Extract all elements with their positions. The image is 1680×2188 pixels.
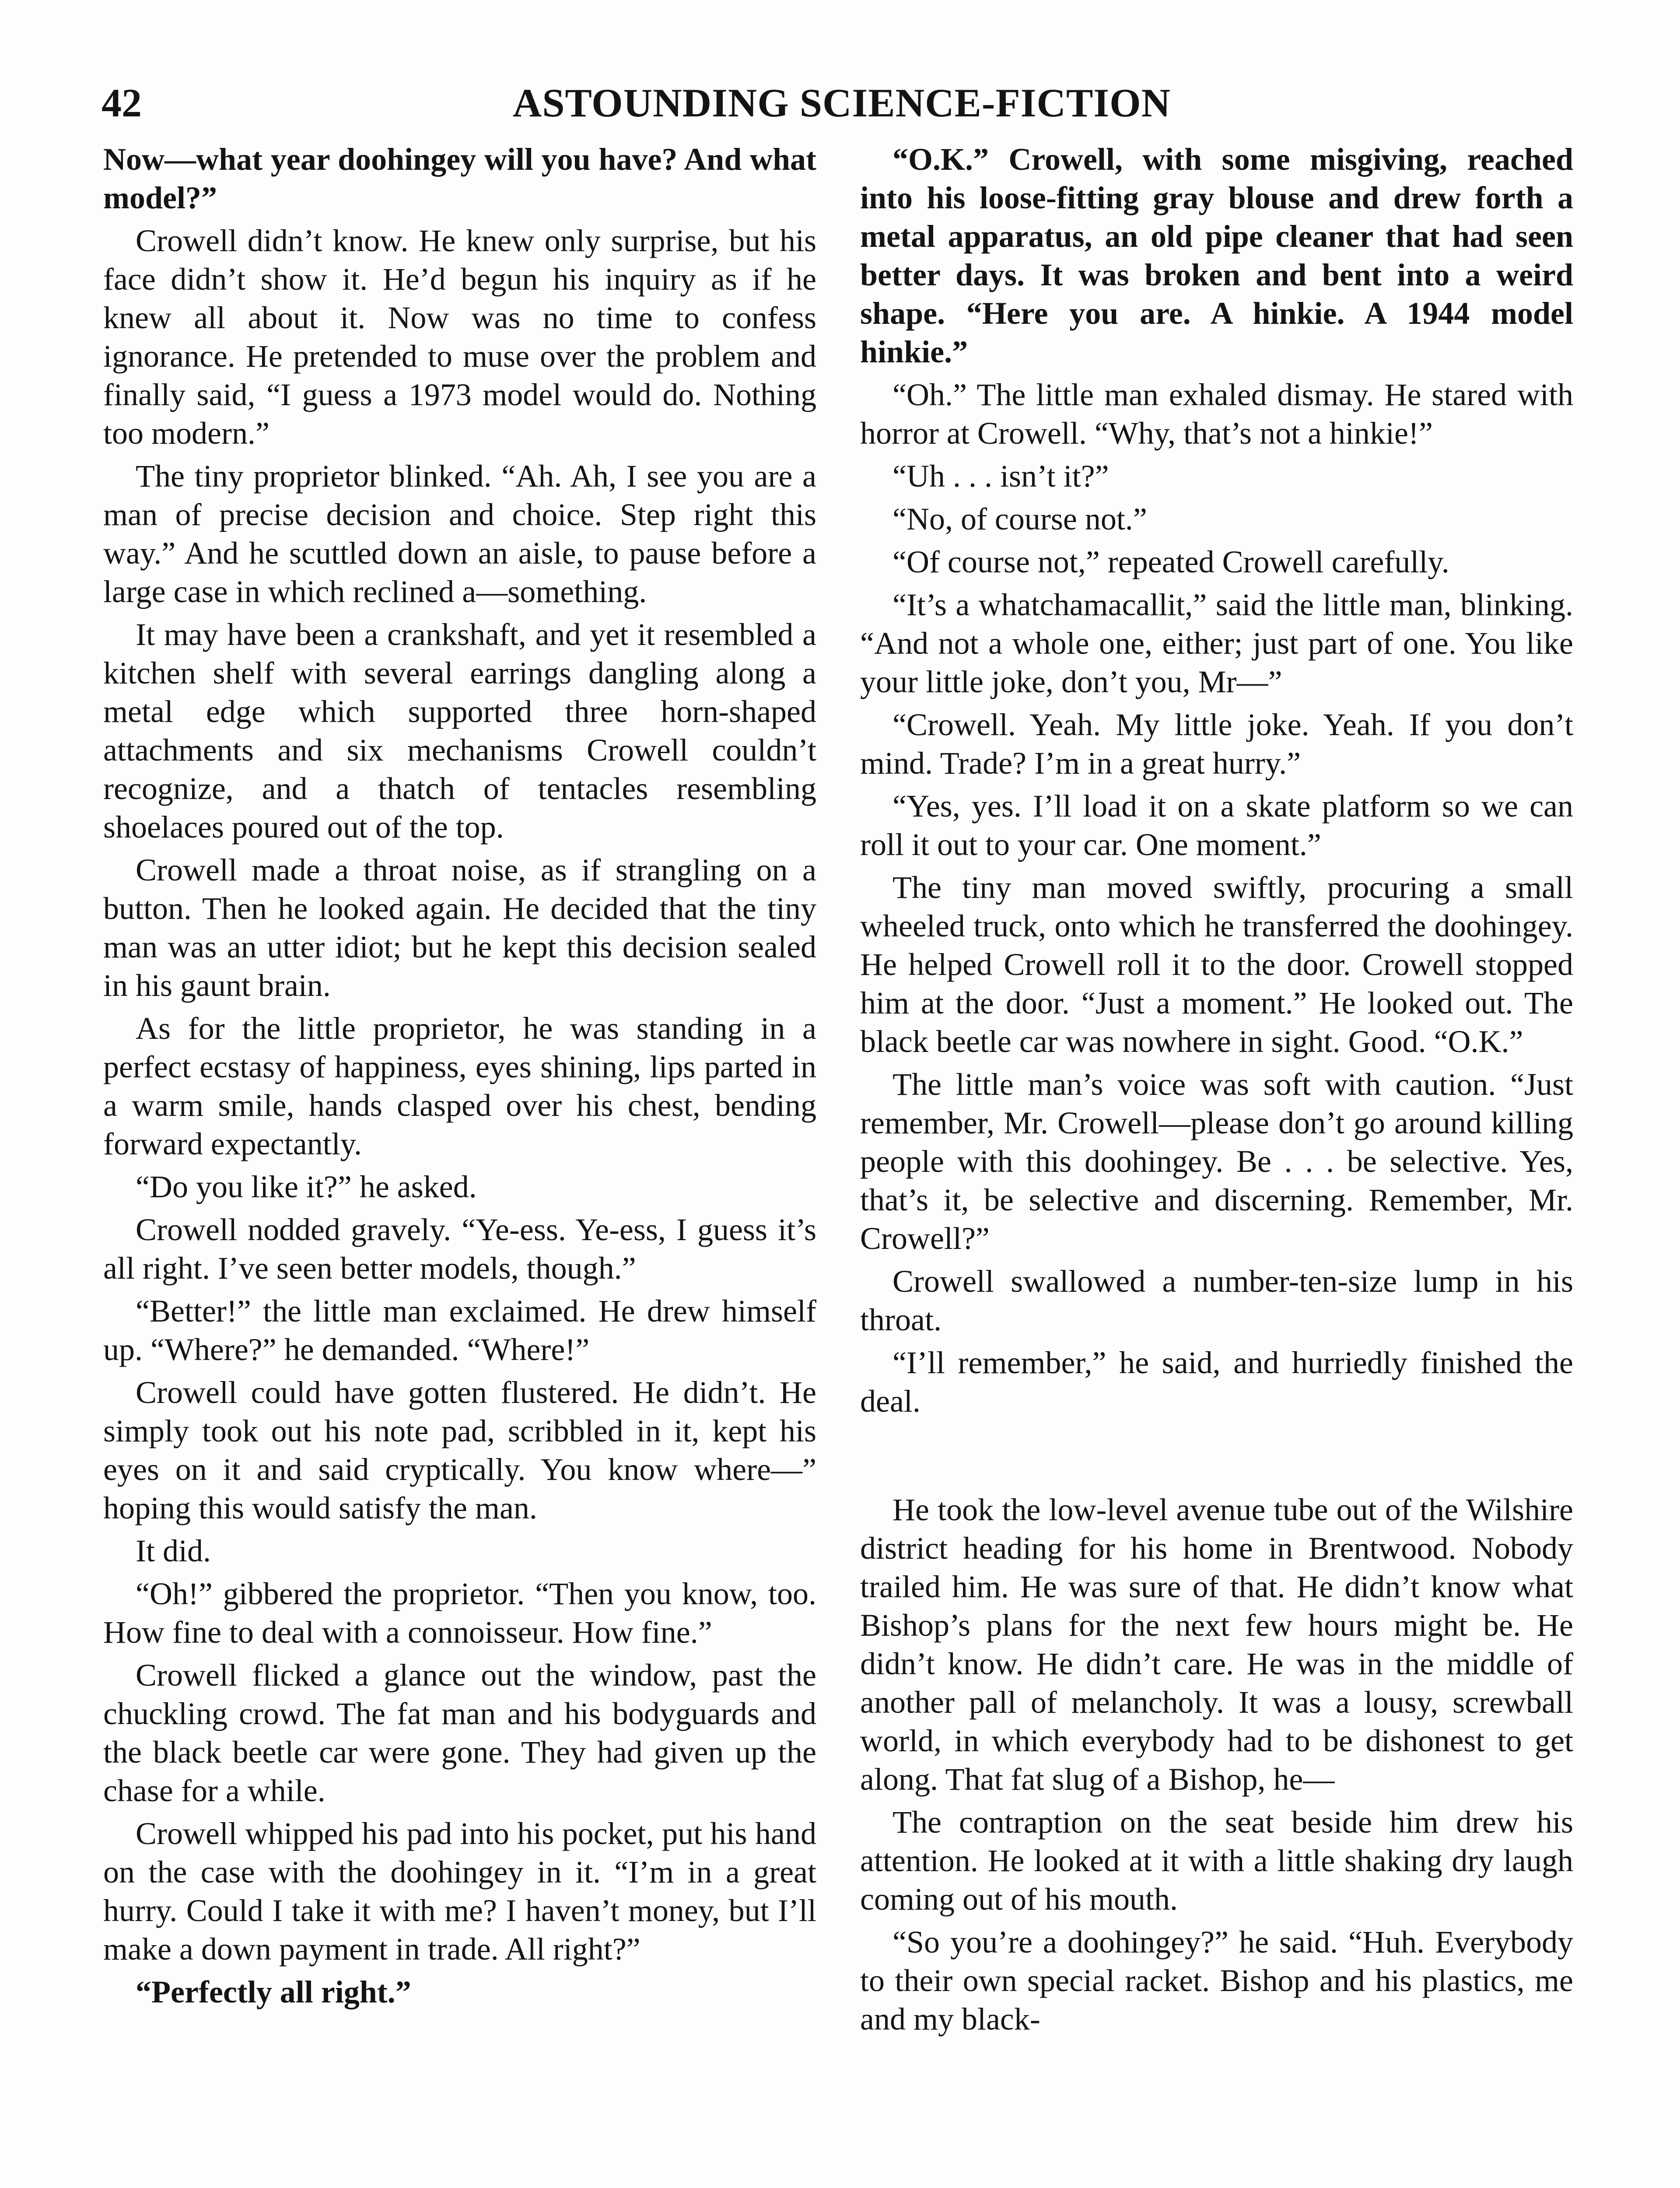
- paragraph: “I’ll remember,” he said, and hurriedly finished the deal.: [860, 1345, 1573, 1419]
- paragraph: “It’s a whatchamacallit,” said the little man, blinking. “And not a whole one, either; just part of one. You like your little joke, don’t you, Mr—”: [860, 587, 1573, 699]
- paragraph: Crowell flicked a glance out the window, past the chuckling crowd. The fat man and his bodyguards and the black beetle car were gone. They had given up the chase for a while.: [103, 1658, 816, 1808]
- paragraph: Now—what year doohingey will you have? And what model?”: [103, 142, 816, 215]
- paragraph: Crowell swallowed a number-ten-size lump in his throat.: [860, 1264, 1573, 1337]
- section-start-paragraph: He took the low-level avenue tube out of the Wilshire district heading for his home in Brentwood. Nobody trailed him. He was sure of that. He didn’t know what Bishop’s plans for the next few hours might be. He didn’t know. He didn’t care. He was in the middle of another pall of melancholy. It was a lousy, screwball world, in which everybody had to be dishonest to get along. That fat slug of a Bishop, he—: [860, 1492, 1573, 1797]
- paragraph: “Crowell. Yeah. My little joke. Yeah. If you don’t mind. Trade? I’m in a great hurry.”: [860, 707, 1573, 781]
- paragraph: Crowell whipped his pad into his pocket, put his hand on the case with the doohingey in it. “I’m in a great hurry. Could I take it with me? I haven’t money, but I’ll make a down payment in trade. All right?”: [103, 1816, 816, 1967]
- running-title: ASTOUNDING SCIENCE-FICTION: [512, 81, 1171, 125]
- paragraph: “Oh.” The little man exhaled dismay. He stared with horror at Crowell. “Why, that’s not a hinkie!”: [860, 377, 1573, 451]
- paragraph: The tiny proprietor blinked. “Ah. Ah, I see you are a man of precise decision and choice. Step right this way.” And he scuttled down an aisle, to pause before a large case in which reclined a—something.: [103, 459, 816, 609]
- paragraph: “Perfectly all right.”: [136, 1974, 411, 2009]
- left-column: [103, 140, 816, 2016]
- page-header: [102, 77, 1582, 138]
- paragraph: As for the little proprietor, he was standing in a perfect ecstasy of happiness, eyes shining, lips parted in a warm smile, hands clasped over his chest, bending forward expectantly.: [103, 1011, 816, 1161]
- paragraph: It did.: [136, 1533, 211, 1568]
- paragraph: “Better!” the little man exclaimed. He drew himself up. “Where?” he demanded. “Where!”: [103, 1294, 816, 1367]
- paragraph: “O.K.” Crowell, with some misgiving, reached into his loose-fitting gray blouse and drew forth a metal apparatus, an old pipe cleaner that had seen better days. It was broken and bent into a weird shape. “Here you are. A hinkie. A 1944 model hinkie.”: [860, 142, 1573, 369]
- paragraph: “No, of course not.”: [892, 501, 1147, 536]
- paragraph: “Uh . . . isn’t it?”: [892, 459, 1109, 494]
- paragraph: The contraption on the seat beside him drew his attention. He looked at it with a little shaking dry laugh coming out of his mouth.: [860, 1805, 1573, 1917]
- paragraph: “Yes, yes. I’ll load it on a skate platform so we can roll it out to your car. One moment.”: [860, 789, 1573, 862]
- paragraph: “Do you like it?” he asked.: [136, 1169, 477, 1204]
- paragraph: “Of course not,” repeated Crowell carefully.: [892, 544, 1449, 579]
- paragraph: Crowell made a throat noise, as if strangling on a button. Then he looked again. He decided that the tiny man was an utter idiot; but he kept this decision sealed in his gaunt brain.: [103, 852, 816, 1003]
- right-column: [860, 140, 1573, 2043]
- paragraph: The tiny man moved swiftly, procuring a small wheeled truck, onto which he transferred the doohingey. He helped Crowell roll it to the door. Crowell stopped him at the door. “Just a moment.” He looked out. The black beetle car was nowhere in sight. Good. “O.K.”: [860, 870, 1573, 1059]
- page-number: 42: [102, 81, 142, 125]
- paragraph: It may have been a crankshaft, and yet it resembled a kitchen shelf with several earrings dangling along a metal edge which supported three horn-shaped attachments and six mechanisms Crowell couldn’t recognize, and a thatch of tentacles resembling shoelaces poured out of the top.: [103, 617, 816, 845]
- paragraph: “So you’re a doohingey?” he said. “Huh. Everybody to their own special racket. Bishop and his plastics, me and my black-: [860, 1925, 1573, 2037]
- paragraph: Crowell could have gotten flustered. He didn’t. He simply took out his note pad, scribbled in it, kept his eyes on it and said cryptically. You know where—” hoping this would satisfy the man.: [103, 1375, 816, 1525]
- paragraph: Crowell didn’t know. He knew only surprise, but his face didn’t show it. He’d begun his inquiry as if he knew all about it. Now was no time to confess ignorance. He pretended to muse over the problem and finally said, “I guess a 1973 model would do. Nothing too modern.”: [103, 223, 816, 451]
- paragraph: The little man’s voice was soft with caution. “Just remember, Mr. Crowell—please don’t go around killing people with this doohingey. Be . . . be selective. Yes, that’s it, be selective and discerning. Remember, Mr. Crowell?”: [860, 1067, 1573, 1256]
- paragraph: Crowell nodded gravely. “Ye-ess. Ye-ess, I guess it’s all right. I’ve seen better models, though.”: [103, 1212, 816, 1286]
- paragraph: “Oh!” gibbered the proprietor. “Then you know, too. How fine to deal with a connoisseur. How fine.”: [103, 1576, 816, 1650]
